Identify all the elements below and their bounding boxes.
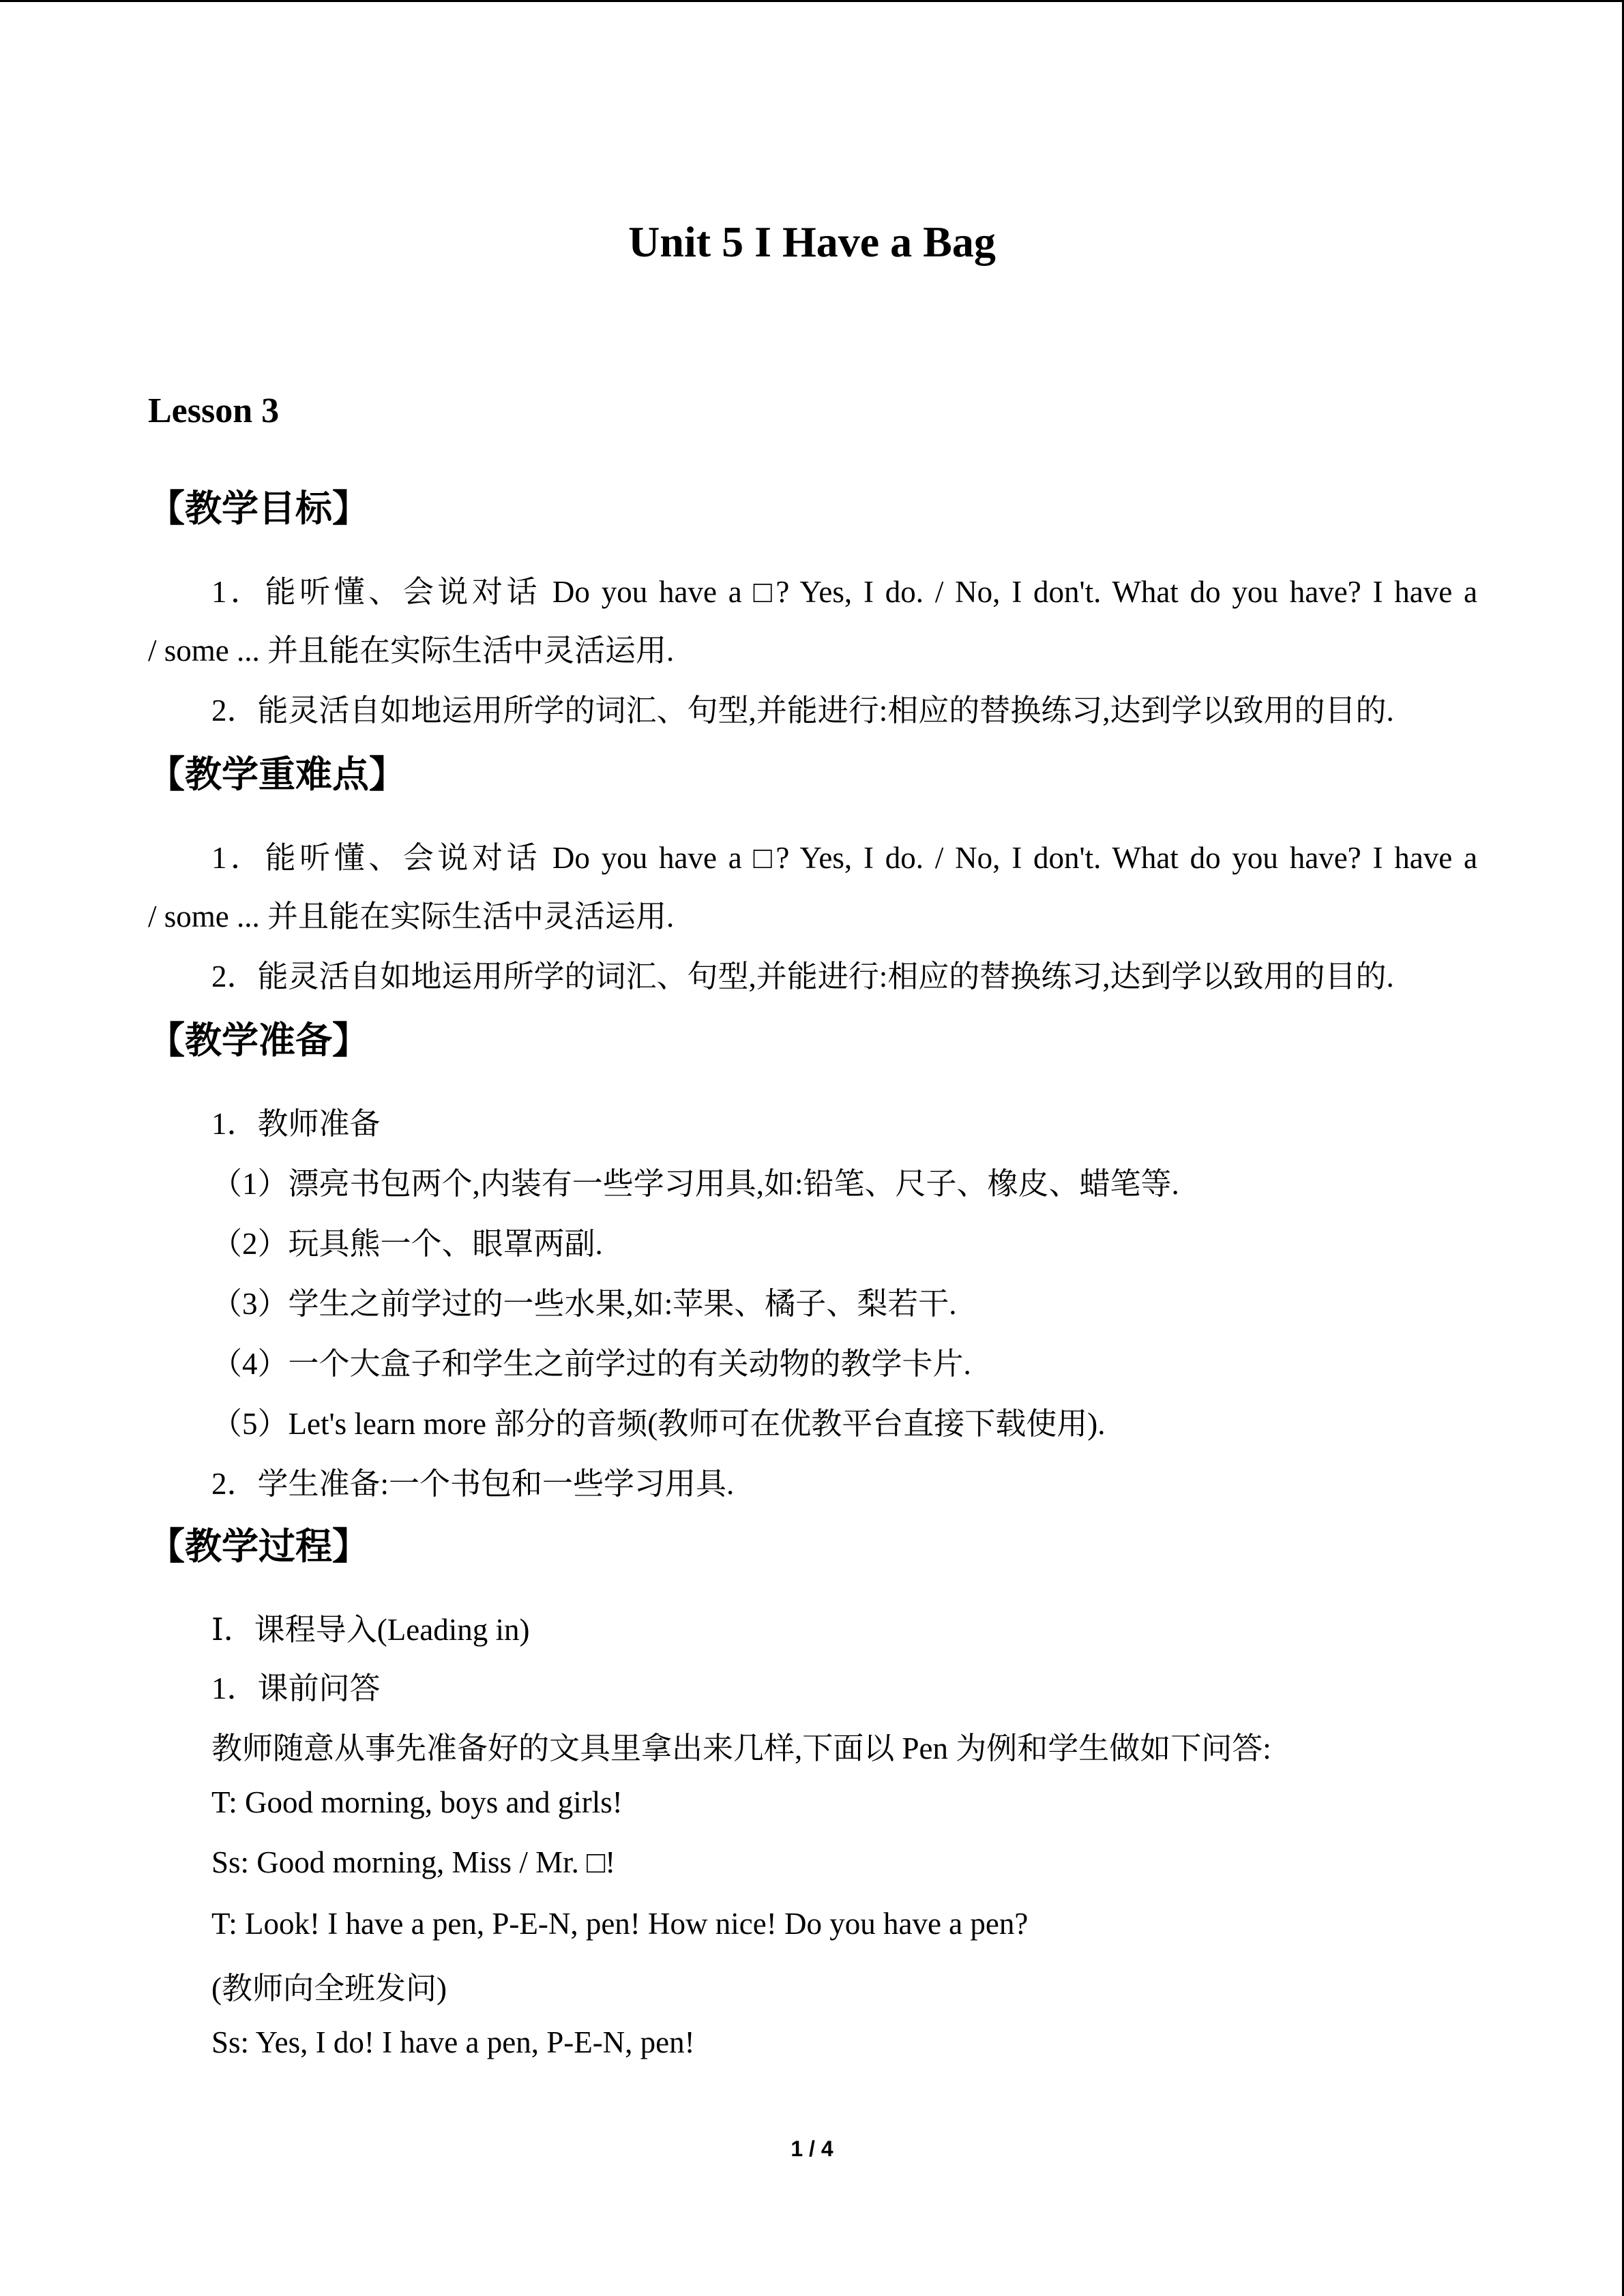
dialogue-line-1: T: Good morning, boys and girls! <box>211 1785 623 1819</box>
preparation-item-2: （2）玩具熊一个、眼罩两副. <box>211 1227 603 1261</box>
key-point-item-2: 2．能灵活自如地运用所学的词汇、句型,并能进行:相应的替换练习,达到学以致用的目的. <box>211 959 1394 994</box>
document-title: Unit 5 I Have a Bag <box>628 218 996 266</box>
section-heading-objectives: 【教学目标】 <box>148 487 369 530</box>
section-heading-process: 【教学过程】 <box>148 1525 369 1568</box>
objective-item-1-line-1: 1．能听懂、会说对话 Do you have a □? Yes, I do. / No, I don't. What do you have? I have a <box>211 575 1477 609</box>
objective-item-2: 2．能灵活自如地运用所学的词汇、句型,并能进行:相应的替换练习,达到学以致用的目的. <box>211 694 1394 728</box>
dialogue-line-4: (教师向全班发问) <box>211 1971 447 2006</box>
dialogue-line-2: Ss: Good morning, Miss / Mr. □! <box>211 1845 616 1879</box>
lesson-label: Lesson 3 <box>148 391 280 430</box>
preparation-teacher: 1．教师准备 <box>211 1107 381 1141</box>
process-intro: 教师随意从事先准备好的文具里拿出来几样,下面以 Pen 为例和学生做如下问答: <box>211 1731 1271 1765</box>
preparation-item-5: （5）Let's learn more 部分的音频(教师可在优教平台直接下载使用). <box>211 1407 1106 1441</box>
process-qa-title: 1．课前问答 <box>211 1671 381 1705</box>
dialogue-line-5: Ss: Yes, I do! I have a pen, P-E-N, pen! <box>211 2025 695 2059</box>
key-point-item-1-line-1: 1．能听懂、会说对话 Do you have a □? Yes, I do. / No, I don't. What do you have? I have a <box>211 841 1477 875</box>
preparation-student: 2．学生准备:一个书包和一些学习用具. <box>211 1467 735 1501</box>
objective-item-1-line-2: / some ... 并且能在实际生活中灵活运用. <box>148 633 675 668</box>
section-heading-key-points: 【教学重难点】 <box>148 753 406 796</box>
process-step-1: Ⅰ．课程导入(Leading in) <box>211 1613 530 1647</box>
preparation-item-3: （3）学生之前学过的一些水果,如:苹果、橘子、梨若干. <box>211 1287 957 1321</box>
dialogue-line-3: T: Look! I have a pen, P-E-N, pen! How nice! Do you have a pen? <box>211 1907 1029 1941</box>
section-heading-preparation: 【教学准备】 <box>148 1019 369 1062</box>
preparation-item-4: （4）一个大盒子和学生之前学过的有关动物的教学卡片. <box>211 1347 971 1381</box>
page-number: 1 / 4 <box>791 2136 833 2161</box>
key-point-item-1-line-2: / some ... 并且能在实际生活中灵活运用. <box>148 899 675 934</box>
preparation-item-1: （1）漂亮书包两个,内装有一些学习用具,如:铅笔、尺子、橡皮、蜡笔等. <box>211 1167 1179 1201</box>
